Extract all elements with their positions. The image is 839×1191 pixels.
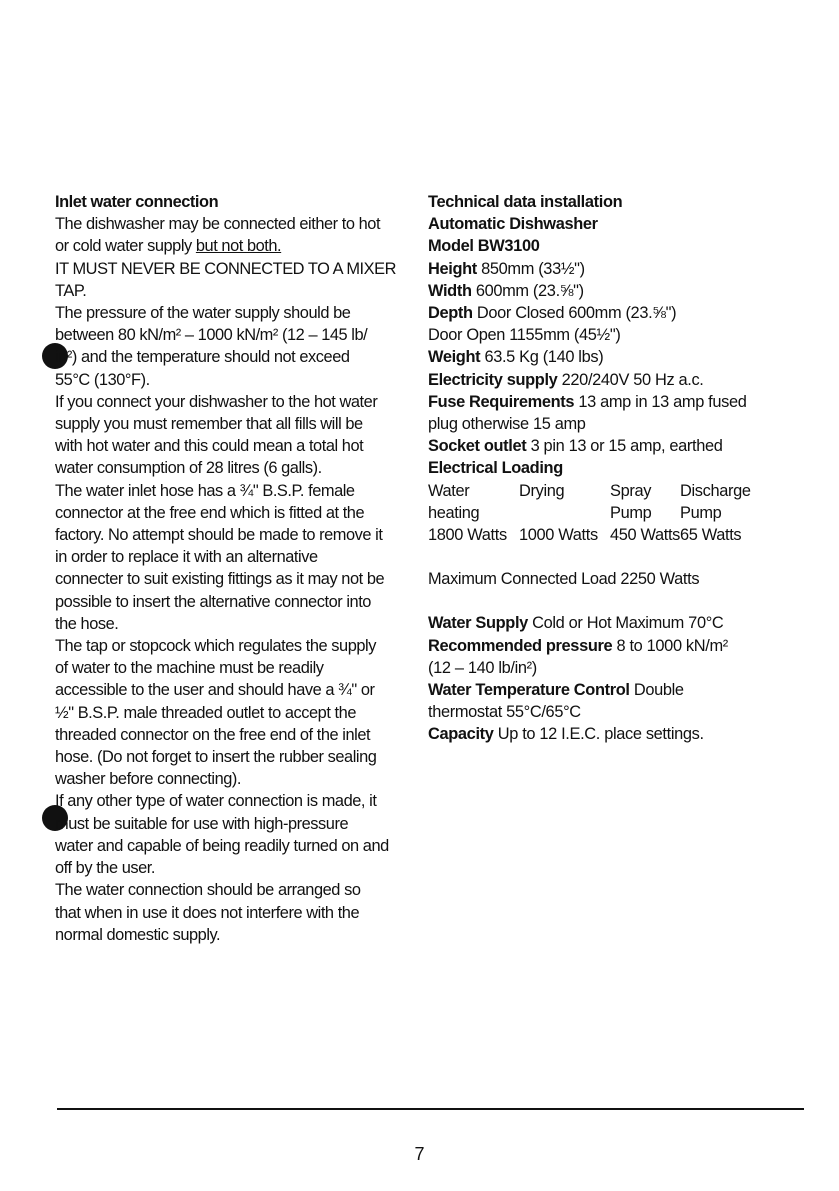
spec-width	[428, 280, 828, 302]
text-line: off by the user.	[55, 859, 156, 878]
loading-cell: Drying	[519, 481, 565, 500]
spec-capacity	[428, 723, 828, 745]
text-line: supply you must remember that all fills will be	[55, 415, 363, 434]
loading-row	[428, 524, 828, 546]
spec-label: Weight	[428, 348, 481, 367]
loading-cell: Spray	[610, 481, 652, 500]
spec-electricity	[428, 369, 828, 391]
text-line: that when in use it does not interfere with the	[55, 903, 360, 922]
text-line: washer before connecting).	[55, 770, 242, 789]
text-line: threaded connector on the free end of the inlet	[55, 725, 371, 744]
spec-label: Socket outlet	[428, 437, 527, 456]
loading-cell: 1800 Watts	[428, 526, 507, 545]
spec-value: Cold or Hot Maximum 70°C	[527, 614, 724, 633]
section-heading: Inlet water connection	[55, 193, 219, 211]
spec-label: Fuse Requirements	[428, 392, 575, 411]
spec-label: Electricity supply	[428, 370, 558, 389]
spec-pressure	[428, 635, 828, 657]
model-name: Model BW3100	[428, 237, 540, 256]
spec-weight	[428, 346, 828, 368]
text-line: between 80 kN/m² – 1000 kN/m² (12 – 145 lb/	[55, 326, 368, 345]
text-line: water and capable of being readily turned on and	[55, 836, 389, 855]
loading-cell: Discharge	[680, 481, 751, 500]
spec-value: 63.5 Kg (140 lbs)	[480, 348, 604, 367]
text-line: of water to the machine must be readily	[55, 659, 324, 678]
text-line: possible to insert the alternative connector into	[55, 592, 371, 611]
text-line: ½" B.S.P. male threaded outlet to accept the	[55, 703, 356, 722]
text-line: The water connection should be arranged so	[55, 881, 361, 900]
spec-fuse	[428, 391, 828, 413]
loading-cell: 450 Watts	[610, 526, 681, 545]
spec-value: Double	[629, 681, 684, 700]
text-line	[55, 235, 400, 257]
page-number: 7	[414, 1144, 425, 1164]
loading-cell: Pump	[610, 503, 652, 522]
text-line: accessible to the user and should have a ¾" or	[55, 681, 375, 700]
text-line: 55°C (130°F).	[55, 370, 150, 389]
spec-temperature	[428, 679, 828, 701]
text-line: If any other type of water connection is made, it	[55, 792, 377, 811]
tech-heading: Technical data installation	[428, 193, 623, 211]
loading-cell: Water	[428, 481, 470, 500]
spec-label: Capacity	[428, 725, 494, 744]
text-line: The pressure of the water supply should be	[55, 304, 351, 323]
text-line: water consumption of 28 litres (6 galls).	[55, 459, 322, 478]
loading-cell	[519, 502, 610, 524]
spec-depth	[428, 302, 828, 324]
spec-loading-label: Electrical Loading	[428, 459, 563, 478]
spec-value: Up to 12 I.E.C. place settings.	[493, 725, 704, 744]
spec-value: 850mm (33½")	[476, 259, 585, 278]
spec-max-load: Maximum Connected Load 2250 Watts	[428, 570, 700, 589]
spec-value: 220/240V 50 Hz a.c.	[557, 370, 704, 389]
text-line: with hot water and this could mean a total hot	[55, 437, 364, 456]
loading-row	[428, 502, 828, 524]
spec-label: Water Supply	[428, 614, 528, 633]
text-line: IT MUST NEVER BE CONNECTED TO A MIXER	[55, 259, 396, 278]
spec-door-open: Door Open 1155mm (45½")	[428, 326, 621, 345]
loading-cell: 1000 Watts	[519, 526, 598, 545]
spec-pressure-cont: (12 – 140 lb/in²)	[428, 658, 537, 677]
loading-cell: 65 Watts	[680, 526, 742, 545]
spec-label: Recommended pressure	[428, 636, 613, 655]
text-line: normal domestic supply.	[55, 925, 221, 944]
text-line: connector at the free end which is fitted at the	[55, 503, 365, 522]
loading-row	[428, 480, 828, 502]
tech-subheading: Automatic Dishwasher	[428, 215, 598, 234]
text-line: The tap or stopcock which regulates the supply	[55, 637, 376, 656]
spec-socket	[428, 435, 828, 457]
spec-value: 3 pin 13 or 15 amp, earthed	[526, 437, 723, 456]
loading-cell: Pump	[680, 503, 722, 522]
spec-label: Water Temperature Control	[428, 681, 630, 700]
technical-data-section	[428, 191, 828, 746]
underlined-warning: but not both.	[195, 237, 282, 256]
spec-value: 13 amp in 13 amp fused	[574, 392, 747, 411]
spec-height	[428, 258, 828, 280]
text-line: factory. No attempt should be made to remove it	[55, 526, 383, 545]
text-span: or cold water supply	[55, 237, 196, 256]
text-line: The dishwasher may be connected either to hot	[55, 215, 381, 234]
spec-label: Depth	[428, 304, 473, 323]
spec-value: 600mm (23.⅝")	[471, 281, 584, 300]
spec-label: Width	[428, 281, 472, 300]
spec-water-supply	[428, 612, 828, 634]
text-line: connecter to suit existing fittings as it may not be	[55, 570, 385, 589]
spec-value: Door Closed 600mm (23.⅝")	[472, 304, 677, 323]
loading-cell: heating	[428, 503, 480, 522]
text-line: hose. (Do not forget to insert the rubber sealing	[55, 748, 377, 767]
text-line: The water inlet hose has a ¾" B.S.P. female	[55, 481, 355, 500]
footer-rule	[57, 1108, 804, 1110]
text-line: the hose.	[55, 614, 119, 633]
text-line: If you connect your dishwasher to the hot water	[55, 392, 378, 411]
text-line: in order to replace it with an alternative	[55, 548, 318, 567]
spec-thermostat: thermostat 55°C/65°C	[428, 703, 581, 722]
text-line: in²) and the temperature should not exceed	[55, 348, 350, 367]
spec-label: Height	[428, 259, 477, 278]
text-line: TAP.	[55, 281, 87, 300]
text-line: must be suitable for use with high-pressure	[55, 814, 349, 833]
spec-fuse-cont: plug otherwise 15 amp	[428, 415, 586, 434]
inlet-water-connection-section	[55, 191, 400, 946]
spec-value: 8 to 1000 kN/m²	[612, 636, 728, 655]
